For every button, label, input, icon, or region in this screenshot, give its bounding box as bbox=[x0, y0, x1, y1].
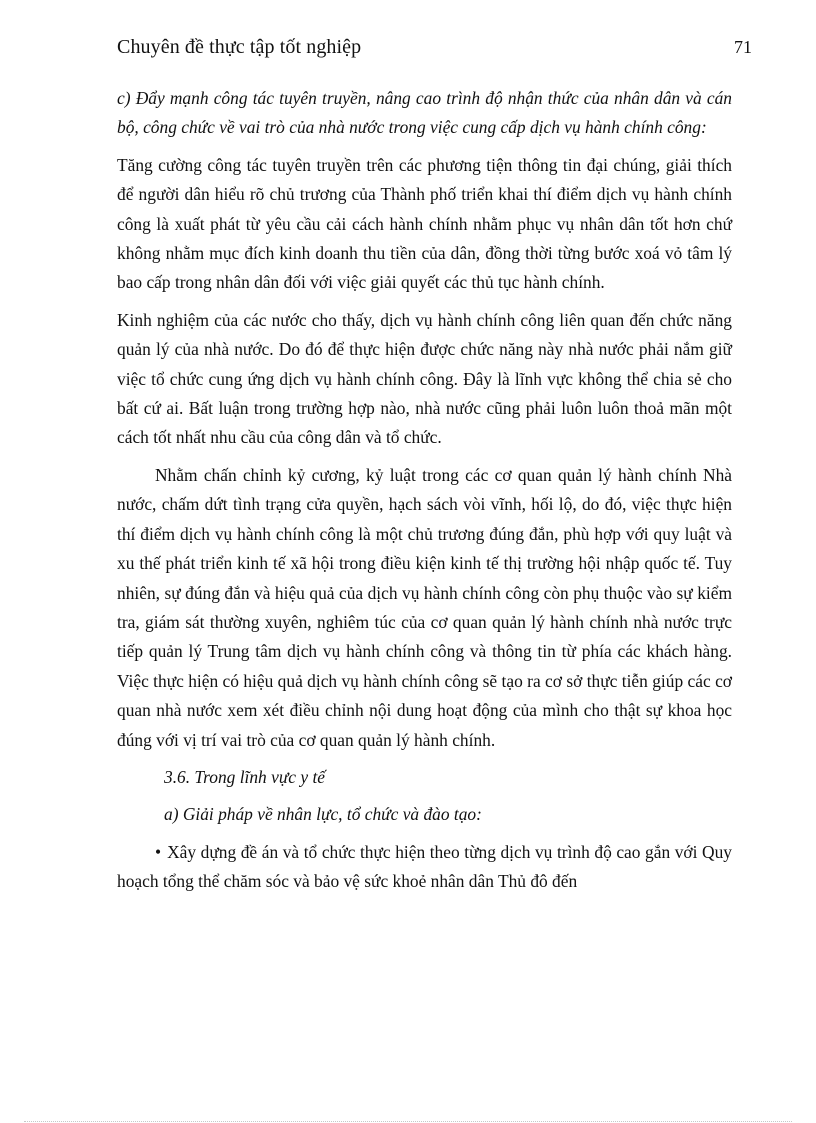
paragraph-discipline: Nhằm chấn chỉnh kỷ cương, kỷ luật trong các cơ quan quản lý hành chính Nhà nước, chấm dứt tình trạng cửa quyền, hạch sách vòi vĩnh, hối lộ, do đó, việc thực hiện thí điểm dịch vụ hành chính công là một chủ trương đúng đắn, phù hợp với quy luật và xu thế phát triển kinh tế xã hội trong điều kiện kinh tế thị trường hội nhập quốc tế. Tuy nhiên, sự đúng đắn và hiệu quả của dịch vụ hành chính công còn phụ thuộc vào sự kiểm tra, giám sát thường xuyên, nghiêm túc của cơ quan quản lý hành chính nhà nước trực tiếp quản lý Trung tâm dịch vụ hành chính công và thông tin từ phía các khách hàng. Việc thực hiện có hiệu quả dịch vụ hành chính công sẽ tạo ra cơ sở thực tiễn giúp các cơ quan nhà nước xem xét điều chỉnh nội dung hoạt động của mình cho thật sự khoa học đúng với vị trí vai trò của cơ quan quản lý hành chính. bbox=[117, 464, 732, 750]
subsection-heading-a: a) Giải pháp về nhân lực, tổ chức và đào tạo: bbox=[164, 804, 482, 825]
bullet-item bbox=[117, 838, 732, 897]
page-header bbox=[117, 36, 752, 66]
header-title: Chuyên đề thực tập tốt nghiệp bbox=[117, 36, 362, 58]
document-body bbox=[117, 84, 732, 905]
paragraph-propaganda: Tăng cường công tác tuyên truyền trên các phương tiện thông tin đại chúng, giải thích để người dân hiểu rõ chủ trương của Thành phố triển khai thí điểm dịch vụ hành chính công là xuất phát từ yêu cầu cải cách hành chính nhằm phục vụ nhân dân tốt hơn chứ không nhằm mục đích kinh doanh thu tiền của dân, đồng thời từng bước xoá vỏ tâm lý bao cấp trong nhân dân đối với việc giải quyết các thủ tục hành chính. bbox=[117, 154, 732, 293]
page-number: 71 bbox=[734, 37, 752, 57]
bullet-item-text: Xây dựng đề án và tổ chức thực hiện theo từng dịch vụ trình độ cao gắn với Quy hoạch tổng thể chăm sóc và bảo vệ sức khoẻ nhân dân Thủ đô đến bbox=[117, 841, 732, 892]
bullet-icon: • bbox=[155, 841, 162, 862]
footer-divider bbox=[24, 1121, 792, 1122]
section-heading-3-6: 3.6. Trong lĩnh vực y tế bbox=[164, 766, 325, 787]
paragraph-experience: Kinh nghiệm của các nước cho thấy, dịch vụ hành chính công liên quan đến chức năng quản lý của nhà nước. Do đó để thực hiện được chức năng này nhà nước phải nắm giữ việc tổ chức cung ứng dịch vụ hành chính công. Đây là lĩnh vực không thể chia sẻ cho bất cứ ai. Bất luận trong trường hợp nào, nhà nước cũng phải luôn luôn thoả mãn một cách tốt nhất nhu cầu của công dân và tổ chức. bbox=[117, 309, 732, 448]
subsection-heading-c: c) Đẩy mạnh công tác tuyên truyền, nâng cao trình độ nhận thức của nhân dân và cán bộ, công chức về vai trò của nhà nước trong việc cung cấp dịch vụ hành chính công: bbox=[117, 88, 732, 138]
